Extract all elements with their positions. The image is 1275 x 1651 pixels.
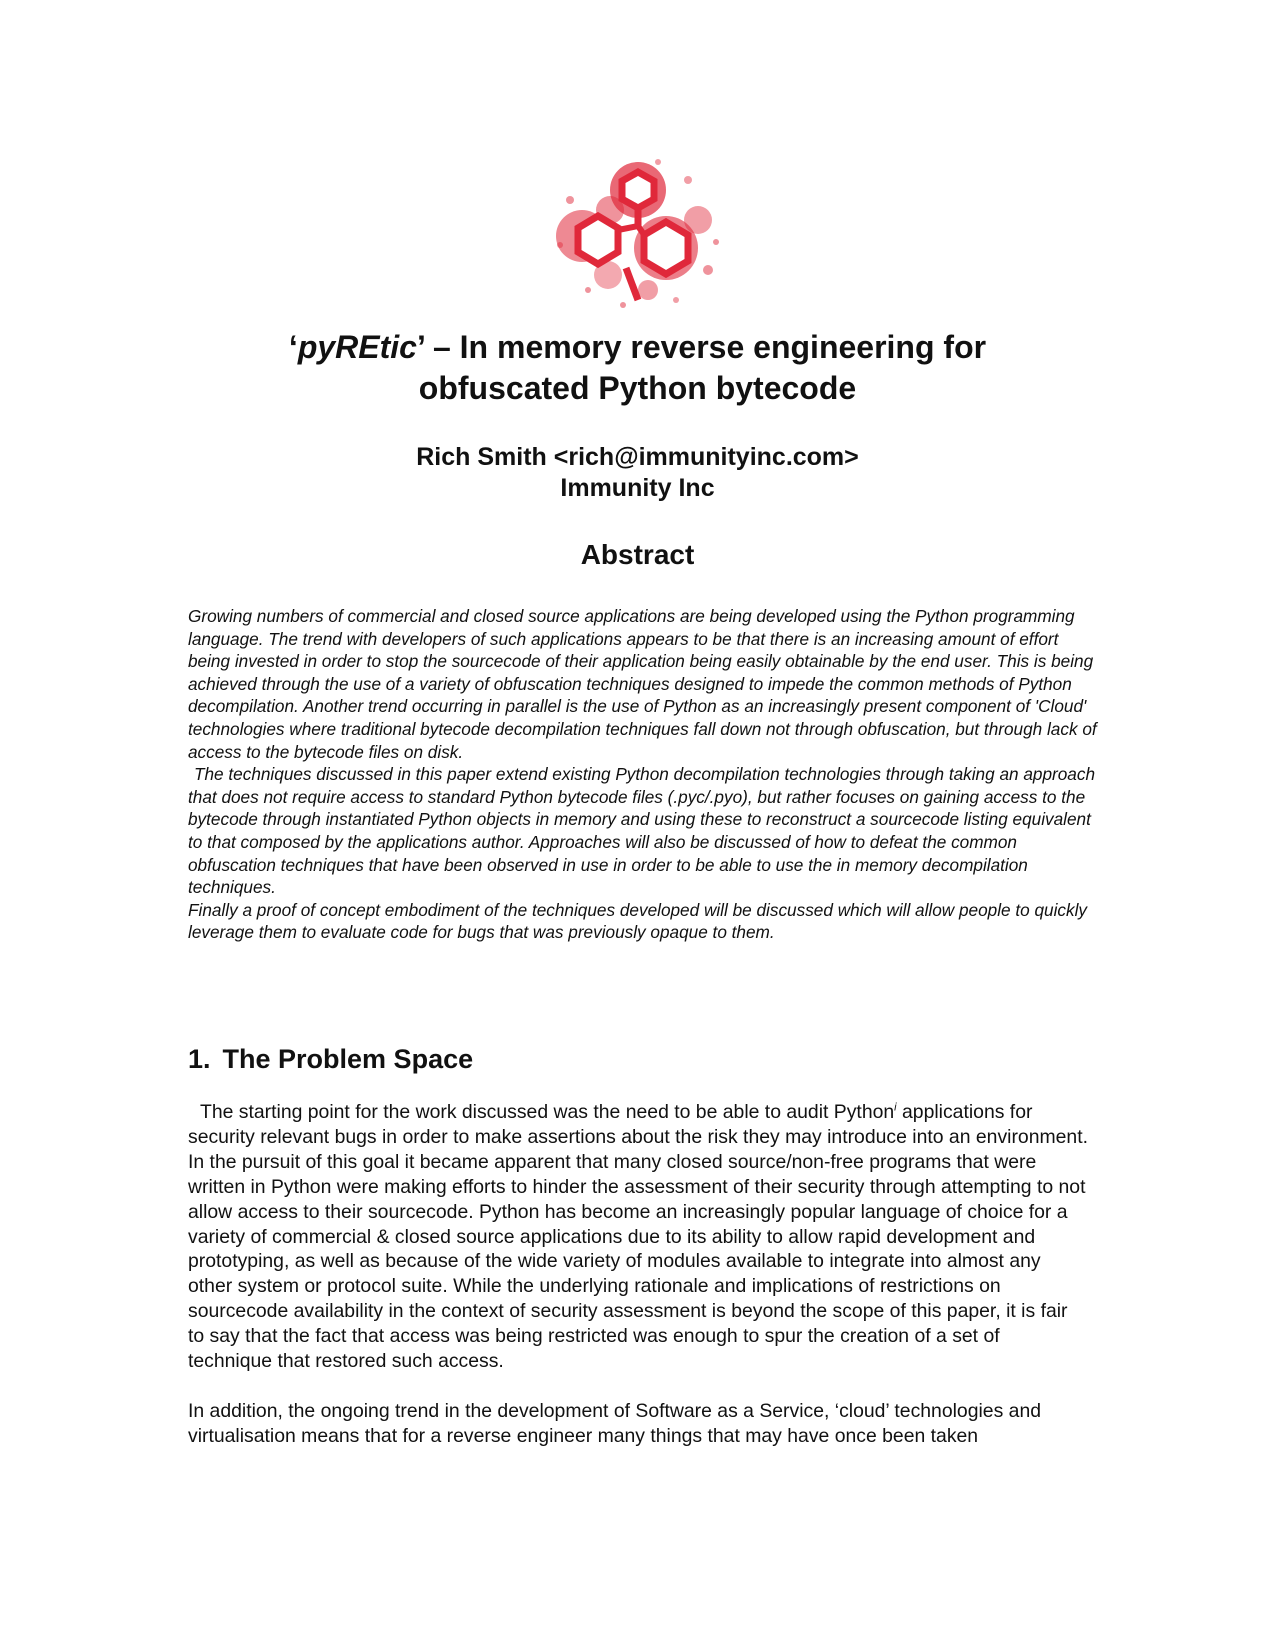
abstract-body — [188, 605, 1098, 944]
paper-title — [150, 327, 1125, 409]
section-heading — [188, 1042, 1088, 1076]
abstract-heading: Abstract — [580, 539, 695, 570]
section-number: 1. — [188, 1044, 211, 1074]
title-line-1: ‘pyREtic’ – In memory reverse engineering for — [288, 329, 987, 365]
abstract-paragraph: The techniques discussed in this paper extend existing Python decompilation technologies through taking an approach that does not require access to standard Python bytecode files (.pyc/.pyo), but rather focuses on gaining access to the bytecode through instantiated Python objects in memory and using these to reconstruct a sourcecode listing equivalent to that composed by the applications author. Approaches will also be discussed of how to defeat the common obfuscation techniques that have been observed in use in order to be able to use the in memory decompilation techniques. — [188, 764, 1096, 898]
immunity-logo-icon — [548, 150, 728, 320]
body-paragraph: In addition, the ongoing trend in the development of Software as a Service, ‘cloud’ technologies and virtualisation means that for a reverse engineer many things that may have once been taken — [188, 1399, 1042, 1447]
tool-name: pyREtic — [297, 329, 417, 365]
section-body — [188, 1100, 1088, 1449]
section-title: The Problem Space — [222, 1044, 474, 1074]
abstract-paragraph: Growing numbers of commercial and closed source applications are being developed using the Python programming language. The trend with developers of such applications appears to be that there is an increasing amount of effort being invested in order to stop the sourcecode of their application being easily obtainable by the end user. This is being achieved through the use of a variety of obfuscation techniques designed to impede the common methods of Python decompilation. Another trend occurring in parallel is the use of Python as an increasingly present component of 'Cloud' technologies where traditional bytecode decompilation techniques fall down not through obfuscation, but through lack of access to the bytecode files on disk. — [188, 606, 1097, 762]
author-name-email: Rich Smith <rich@immunityinc.com> — [416, 443, 859, 471]
title-line-2: obfuscated Python bytecode — [418, 370, 857, 406]
author-block — [150, 442, 1125, 504]
footnote-ref[interactable]: i — [894, 1101, 897, 1114]
body-paragraph: The starting point for the work discussed was the need to be able to audit Python$^i$ applications for security relevant bugs in order to make assertions about the risk they may introduce into an environment. In the pursuit of this goal it became apparent that many closed source/non-free programs that were written in Python were making efforts to hinder the assessment of their security through attempting to not allow access to their sourcecode. Python has become an increasingly popular language of choice for a variety of commercial & closed source applications due to its ability to allow rapid development and prototyping, as well as because of the wide variety of modules available to integrate into almost any other system or protocol suite. While the underlying rationale and implications of restrictions on sourcecode availability in the context of security assessment is beyond the scope of this paper, it is fair to say that the fact that access was being restricted was enough to spur the creation of a set of technique that restored such access. — [188, 1101, 1088, 1373]
author-affiliation: Immunity Inc — [560, 474, 715, 502]
abstract-paragraph: Finally a proof of concept embodiment of the techniques developed will be discussed which will allow people to quickly leverage them to evaluate code for bugs that was previously opaque to them. — [188, 899, 1088, 943]
